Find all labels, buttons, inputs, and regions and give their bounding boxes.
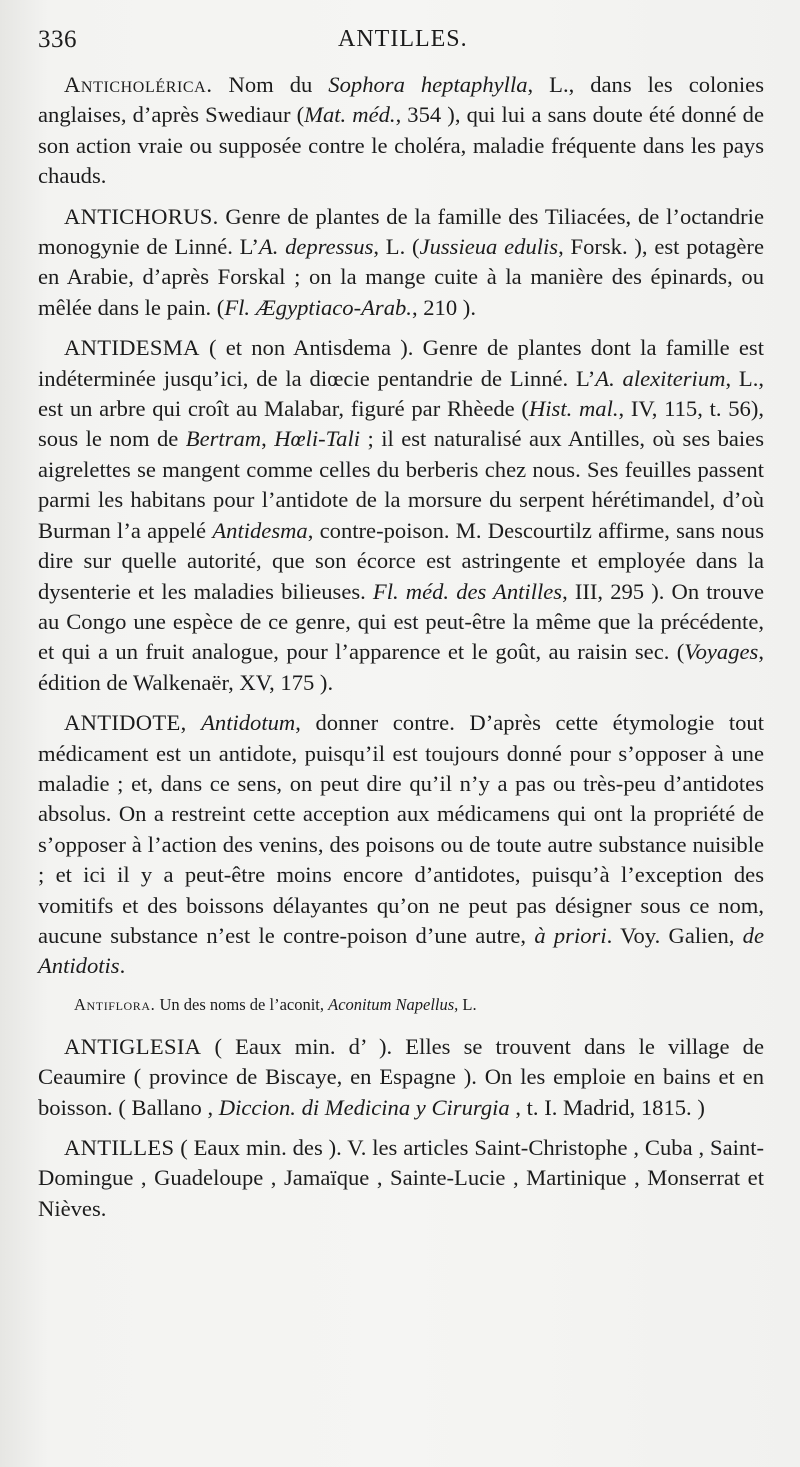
dictionary-entry bbox=[38, 708, 764, 982]
italic-text: A. alexiterium bbox=[595, 365, 726, 391]
entry-text: , L., dans les colonies anglaises, d’après Swediaur ( bbox=[38, 72, 764, 128]
italic-text: A. depressus bbox=[258, 234, 374, 260]
italic-text: de Antidotis bbox=[38, 922, 764, 979]
italic-text: Jussieua edulis bbox=[419, 234, 559, 260]
entry-text: , L. bbox=[454, 994, 477, 1014]
dictionary-entry bbox=[38, 333, 764, 698]
entry-text: , 210 ). bbox=[411, 294, 476, 320]
entry-headword: ANTIDOTE, bbox=[64, 710, 187, 736]
entry-text: Nom du bbox=[212, 72, 329, 97]
dictionary-entry bbox=[38, 70, 764, 192]
dictionary-entry bbox=[38, 1032, 764, 1123]
running-title: ANTILLES. bbox=[338, 26, 468, 52]
dictionary-entry bbox=[38, 994, 764, 1016]
entry-text: Genre de plantes de la famille des Tiliacées, de l’octandrie monogynie de Linné. L’ bbox=[38, 203, 764, 260]
entry-text: , donner contre. D’après cette étymologie tout médicament est un antidote, puisqu’il est toujours donné pour s’opposer à une maladie ; et, dans ce sens, on peut dire qu’il n’y a pas ou très-peu d’antidotes absolus. On a restreint cette acception aux médicamens qui ont la propriété de s’opposer à l’action des venins, des poisons ou de toute autre substance nuisible ; et ici il y a peut-être moins encore d’antidotes, puisqu’à l’exception des vomitifs et des boissons délayantes qu’on ne peut pas désigner sous ce nom, aucune substance n’est le contre-poison d’une autre, bbox=[38, 710, 764, 948]
page-number: 336 bbox=[38, 26, 77, 53]
entry-text: . bbox=[119, 953, 126, 979]
entry-text: ; il est naturalisé aux Antilles, où ses baies aigrelettes se mangent comme celles du berberis chez nous. Ses feuilles passent parmi les habitans pour l’antidote de la morsure du serpent hérétimandel, d’où Burman l’a appelé bbox=[38, 426, 765, 543]
italic-text: Fl. méd. des Antilles bbox=[372, 578, 563, 604]
entry-text: , bbox=[261, 426, 275, 452]
entry-text: Un des noms de l’aconit, bbox=[155, 994, 329, 1014]
entry-text: , III, 295 ). On trouve au Congo une espèce de ce genre, qui est peut-être la même que la précédente, et qui a un fruit analogue, pour l’apparence et le goût, au raisin sec. ( bbox=[38, 578, 764, 665]
entry-text: ( Eaux min. des ). V. les articles Saint-Christophe , Cuba , Saint-Domingue , Guadeloupe , Jamaïque , Sainte-Lucie , Martinique , Monserrat et Nièves. bbox=[38, 1135, 764, 1221]
entry-headword: ANTICHORUS. bbox=[64, 203, 219, 229]
entry-headword: Antiflora. bbox=[74, 994, 156, 1014]
italic-text: Sophora heptaphylla bbox=[328, 72, 528, 97]
entry-headword: ANTILLES bbox=[64, 1135, 175, 1160]
italic-text: Mat. méd. bbox=[304, 102, 396, 128]
entry-text: , édition de Walkenaër, XV, 175 ). bbox=[38, 639, 764, 695]
italic-text: Aconitum Napellus bbox=[328, 994, 455, 1014]
italic-text: Antidesma bbox=[212, 517, 308, 543]
entry-headword: ANTIDESMA bbox=[64, 335, 200, 361]
entry-text: , Forsk. ), est potagère en Arabie, d’après Forskal ; on la mange cuite à la manière des épinards, ou mêlée dans le pain. ( bbox=[38, 234, 764, 320]
dictionary-entry bbox=[38, 202, 764, 324]
entry-text: ( et non Antisdema ). Genre de plantes dont la famille est indéterminée jusqu’ici, de la diœcie pentandrie de Linné. L’ bbox=[38, 335, 764, 391]
entry-text: , 354 ), qui lui a sans doute été donné de son action vraie ou supposée contre le choléra, maladie fréquente dans les pays chauds. bbox=[38, 102, 764, 189]
entry-text: ( Eaux min. d’ ). Elles se trouvent dans le village de Ceaumire ( province de Biscaye, en Espagne ). On les emploie en bains et en boisson. ( Ballano , bbox=[38, 1033, 764, 1120]
italic-text: Hœli-Tali bbox=[274, 426, 361, 452]
italic-text: Antidotum bbox=[201, 710, 296, 736]
entry-text: , L. ( bbox=[373, 234, 420, 260]
italic-text: Fl. Ægyptiaco-Arab. bbox=[224, 294, 412, 320]
italic-text: Hist. mal. bbox=[528, 396, 619, 422]
entry-text: . Voy. Galien, bbox=[606, 922, 743, 948]
entry-text: , contre-poison. M. Descourtilz affirme, sans nous dire sur quelle autorité, que son écorce est astringente et employée dans la dysenterie et les maladies bilieuses. bbox=[38, 517, 764, 604]
entry-text bbox=[187, 710, 202, 735]
entry-headword: ANTIGLESIA bbox=[64, 1033, 202, 1059]
dictionary-entry bbox=[38, 1133, 764, 1224]
entry-text: , L., est un arbre qui croît au Malabar, figuré par Rhèede ( bbox=[38, 365, 765, 422]
italic-text: Voyages bbox=[684, 639, 759, 665]
dictionary-entries bbox=[38, 70, 764, 1234]
entry-text: , IV, 115, t. 56), sous le nom de bbox=[38, 396, 764, 452]
entry-text: , t. I. Madrid, 1815. ) bbox=[509, 1094, 705, 1120]
entry-headword: Anticholérica. bbox=[64, 72, 213, 97]
italic-text: Bertram bbox=[185, 426, 262, 452]
italic-text: à priori bbox=[534, 922, 607, 948]
italic-text: Diccion. di Medicina y Cirurgia bbox=[218, 1094, 510, 1120]
page-header bbox=[38, 26, 770, 66]
